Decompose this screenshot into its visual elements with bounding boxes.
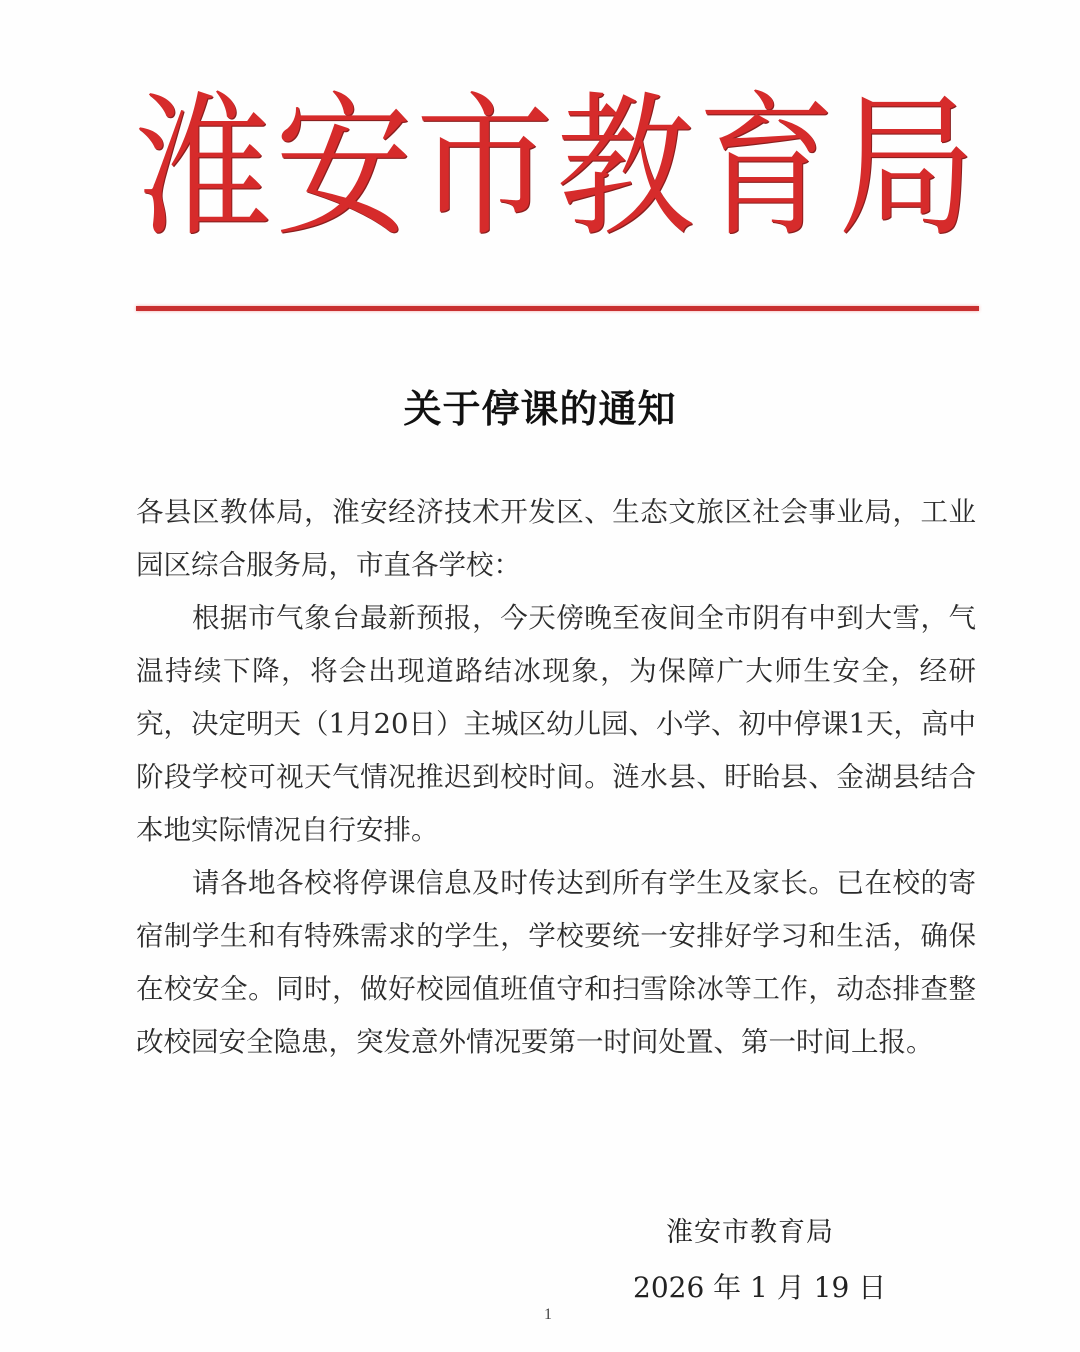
masthead-org-name (134, 77, 976, 258)
body-paragraph: 请各地各校将停课信息及时传达到所有学生及家长。已在校的寄宿制学生和有特殊需求的学生，学校要统一安排好学习和生活，确保在校安全。同时，做好校园值班值守和扫雪除冰等工作，动态排查整改校园安全隐患，突发意外情况要第一时间处置、第一时间上报。 (136, 867, 976, 1058)
signature-date: 2026 年 1 月 19 日 (633, 1271, 887, 1304)
body-paragraph: 根据市气象台最新预报，今天傍晚至夜间全市阴有中到大雪，气温持续下降，将会出现道路结冰现象，为保障广大师生安全，经研究，决定明天（1月20日）主城区幼儿园、小学、初中停课1天，高中阶段学校可视天气情况推迟到校时间。涟水县、盱眙县、金湖县结合本地实际情况自行安排。 (136, 602, 976, 846)
masthead-char: 安 (274, 77, 413, 258)
page-number: 1 (544, 1306, 552, 1323)
masthead-char: 淮 (134, 77, 273, 258)
masthead-char: 教 (556, 77, 695, 258)
masthead-char: 育 (697, 77, 836, 258)
addressee: 各县区教体局，淮安经济技术开发区、生态文旅区社会事业局，工业园区综合服务局，市直各学校： (136, 496, 976, 581)
red-divider (136, 306, 979, 311)
notice-title: 关于停课的通知 (403, 386, 677, 431)
notice-body (136, 486, 976, 1069)
signature-org: 淮安市教育局 (666, 1217, 834, 1248)
masthead-char: 局 (837, 77, 976, 258)
masthead-char: 市 (415, 77, 554, 258)
